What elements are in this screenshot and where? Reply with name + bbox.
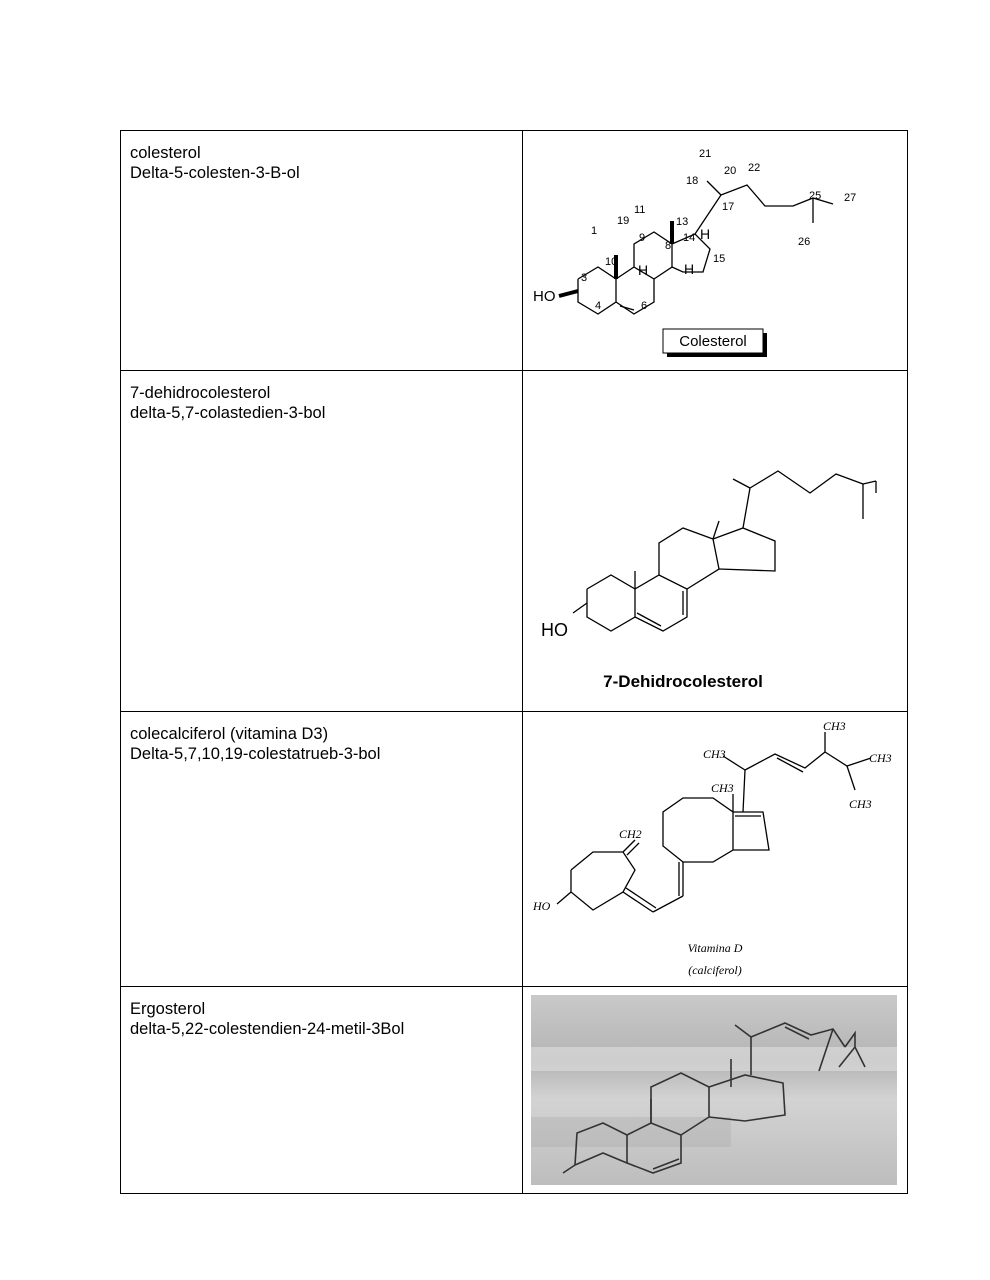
atom-number: 14 — [683, 232, 696, 244]
compound-text-cell — [121, 371, 523, 712]
ch3-label: CH3 — [869, 751, 892, 765]
figure-caption: 7-Dehidrocolesterol — [603, 672, 763, 691]
structure-cell — [523, 131, 908, 371]
compound-table — [120, 130, 908, 1194]
atom-number: 6 — [641, 300, 648, 312]
table-row — [121, 987, 908, 1194]
compound-name: 7-dehidrocolesterol — [130, 384, 271, 402]
ho-label: HO — [533, 899, 551, 913]
atom-number: 18 — [686, 175, 699, 187]
compound-systematic-name: Delta-5,7,10,19-colestatrueb-3-bol — [130, 745, 381, 763]
compound-text-cell — [121, 712, 523, 987]
compound-systematic-name: delta-5,22-colestendien-24-metil-3Bol — [130, 1020, 405, 1038]
h-label: H — [684, 261, 695, 277]
atom-number: 9 — [639, 232, 646, 244]
compound-name: colecalciferol (vitamina D3) — [130, 725, 329, 743]
compound-systematic-name: Delta-5-colesten-3-B-ol — [130, 164, 300, 182]
atom-number: 8 — [665, 240, 672, 252]
atom-number: 4 — [595, 300, 602, 312]
h-label: H — [700, 226, 711, 242]
ch2-label: CH2 — [619, 827, 642, 841]
atom-number: 25 — [809, 190, 822, 202]
table-row — [121, 131, 908, 371]
compound-name: colesterol — [130, 144, 201, 162]
table-row — [121, 712, 908, 987]
structure-cell — [523, 987, 908, 1194]
figure-caption: Vitamina D — [687, 941, 743, 955]
atom-number: 15 — [713, 253, 726, 265]
atom-number: 11 — [634, 204, 646, 216]
atom-number: 19 — [617, 215, 630, 227]
atom-number: 26 — [798, 236, 811, 248]
atom-number: 13 — [676, 216, 689, 228]
compound-text-cell — [121, 987, 523, 1194]
h-label: H — [638, 262, 649, 278]
figure-caption-sub: (calciferol) — [688, 963, 742, 977]
ho-label: HO — [541, 620, 568, 640]
atom-number: 17 — [722, 201, 735, 213]
atom-number: 20 — [724, 165, 737, 177]
ergosterol-structure — [523, 987, 907, 1193]
calciferol-structure — [523, 712, 907, 986]
dehydrocholesterol-structure — [523, 371, 907, 711]
atom-number: 10 — [605, 256, 618, 268]
atom-number: 22 — [748, 162, 761, 174]
atom-number: 1 — [591, 225, 598, 237]
atom-number: 3 — [581, 272, 588, 284]
figure-caption: Colesterol — [679, 333, 747, 350]
structure-cell — [523, 371, 908, 712]
ch3-label: CH3 — [711, 781, 734, 795]
table-row — [121, 371, 908, 712]
compound-systematic-name: delta-5,7-colastedien-3-bol — [130, 404, 326, 422]
atom-number: 27 — [844, 192, 857, 204]
ho-label: HO — [533, 288, 556, 305]
atom-number: 21 — [699, 148, 712, 160]
compound-name: Ergosterol — [130, 1000, 206, 1018]
cholesterol-structure — [523, 131, 907, 370]
ch3-label: CH3 — [703, 747, 726, 761]
compound-text-cell — [121, 131, 523, 371]
ch3-label: CH3 — [823, 719, 846, 733]
structure-cell — [523, 712, 908, 987]
ch3-label: CH3 — [849, 797, 872, 811]
